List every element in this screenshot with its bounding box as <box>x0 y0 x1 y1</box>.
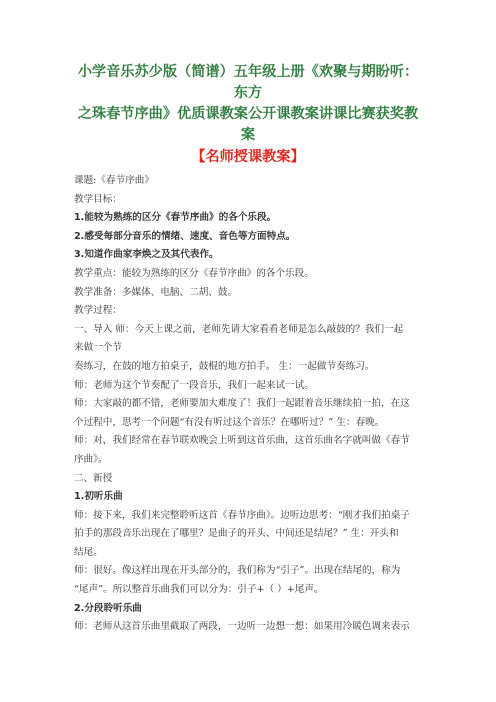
document-title <box>74 62 422 146</box>
subsection-heading: 2.分段聆听乐曲 <box>74 602 142 614</box>
text-line: 师：对，我们经常在春节联欢晚会上听到这首乐曲，这首乐曲名字就叫做《春节 <box>74 435 410 447</box>
text-line: 来做一个节 <box>74 342 122 354</box>
text-line: 师：大家敲的都不错，老师要加大难度了！我们一起跟着音乐继续拍一拍，在这 <box>74 398 410 410</box>
objective-item: 2.感受每部分音乐的情绪、速度、音色等方面特点。 <box>74 230 296 242</box>
text-line: 师：老师从这首乐曲里截取了两段，一边听一边想一想：如果用冷暖色调来表示 <box>74 621 410 633</box>
document-subtitle: 【名师授课教案】 <box>191 149 305 165</box>
text-line: 结尾。 <box>74 546 103 558</box>
text-line: 拍手的那段音乐出现在了哪里？是曲子的开头、中间还是结尾？” 生：开头和 <box>74 528 399 540</box>
title-line-1: 小学音乐苏少版（简谱）五年级上册《欢聚与期盼听：东方 <box>77 64 419 101</box>
text-line: 个过程中，思考一个问题“有没有听过这个音乐？在哪听过？” 生：春晚。 <box>74 416 385 428</box>
objective-item: 3.知道作曲家李焕之及其代表作。 <box>74 249 219 261</box>
text-line: 教学准备：多媒体、电脑、二胡、鼓。 <box>74 286 238 298</box>
text-line: 教学重点：能较为熟练的区分《春节序曲》的各个乐段。 <box>74 267 314 279</box>
text-line: 师：接下来，我们来完整聆听这首《春节序曲》。边听边思考：“刚才我们拍桌子 <box>74 509 410 521</box>
text-line: 师：老师为这个节奏配了一段音乐，我们一起来试一试。 <box>74 379 314 391</box>
section-heading: 二、新授 <box>74 472 113 484</box>
text-line: 教学目标： <box>74 193 122 205</box>
text-line: 师：很好。像这样出现在开头部分的，我们称为“引子”。出现在结尾的，称为 <box>74 565 401 577</box>
title-line-2: 之珠春节序曲》优质课教案公开课教案讲课比赛获奖教案 <box>77 106 419 143</box>
text-line: 奏练习，在鼓的地方拍桌子，鼓棍的地方拍手。 生：一起做节奏练习。 <box>74 360 375 372</box>
text-line: 序曲》。 <box>74 453 108 465</box>
text-line: 教学过程： <box>74 305 122 317</box>
subsection-heading: 1.初听乐曲 <box>74 491 123 503</box>
objective-item: 1.能较为熟练的区分《春节序曲》的各个乐段。 <box>74 212 277 224</box>
text-line: 一、导入 师：今天上课之前，老师先请大家看看老师是怎么敲鼓的？我们一起 <box>74 323 404 335</box>
text-line: “尾声”。所以整首乐曲我们可以分为：引子+（ ）+尾声。 <box>74 584 324 596</box>
document-body <box>74 172 422 637</box>
text-line: 课题:《春节序曲》 <box>74 175 154 186</box>
